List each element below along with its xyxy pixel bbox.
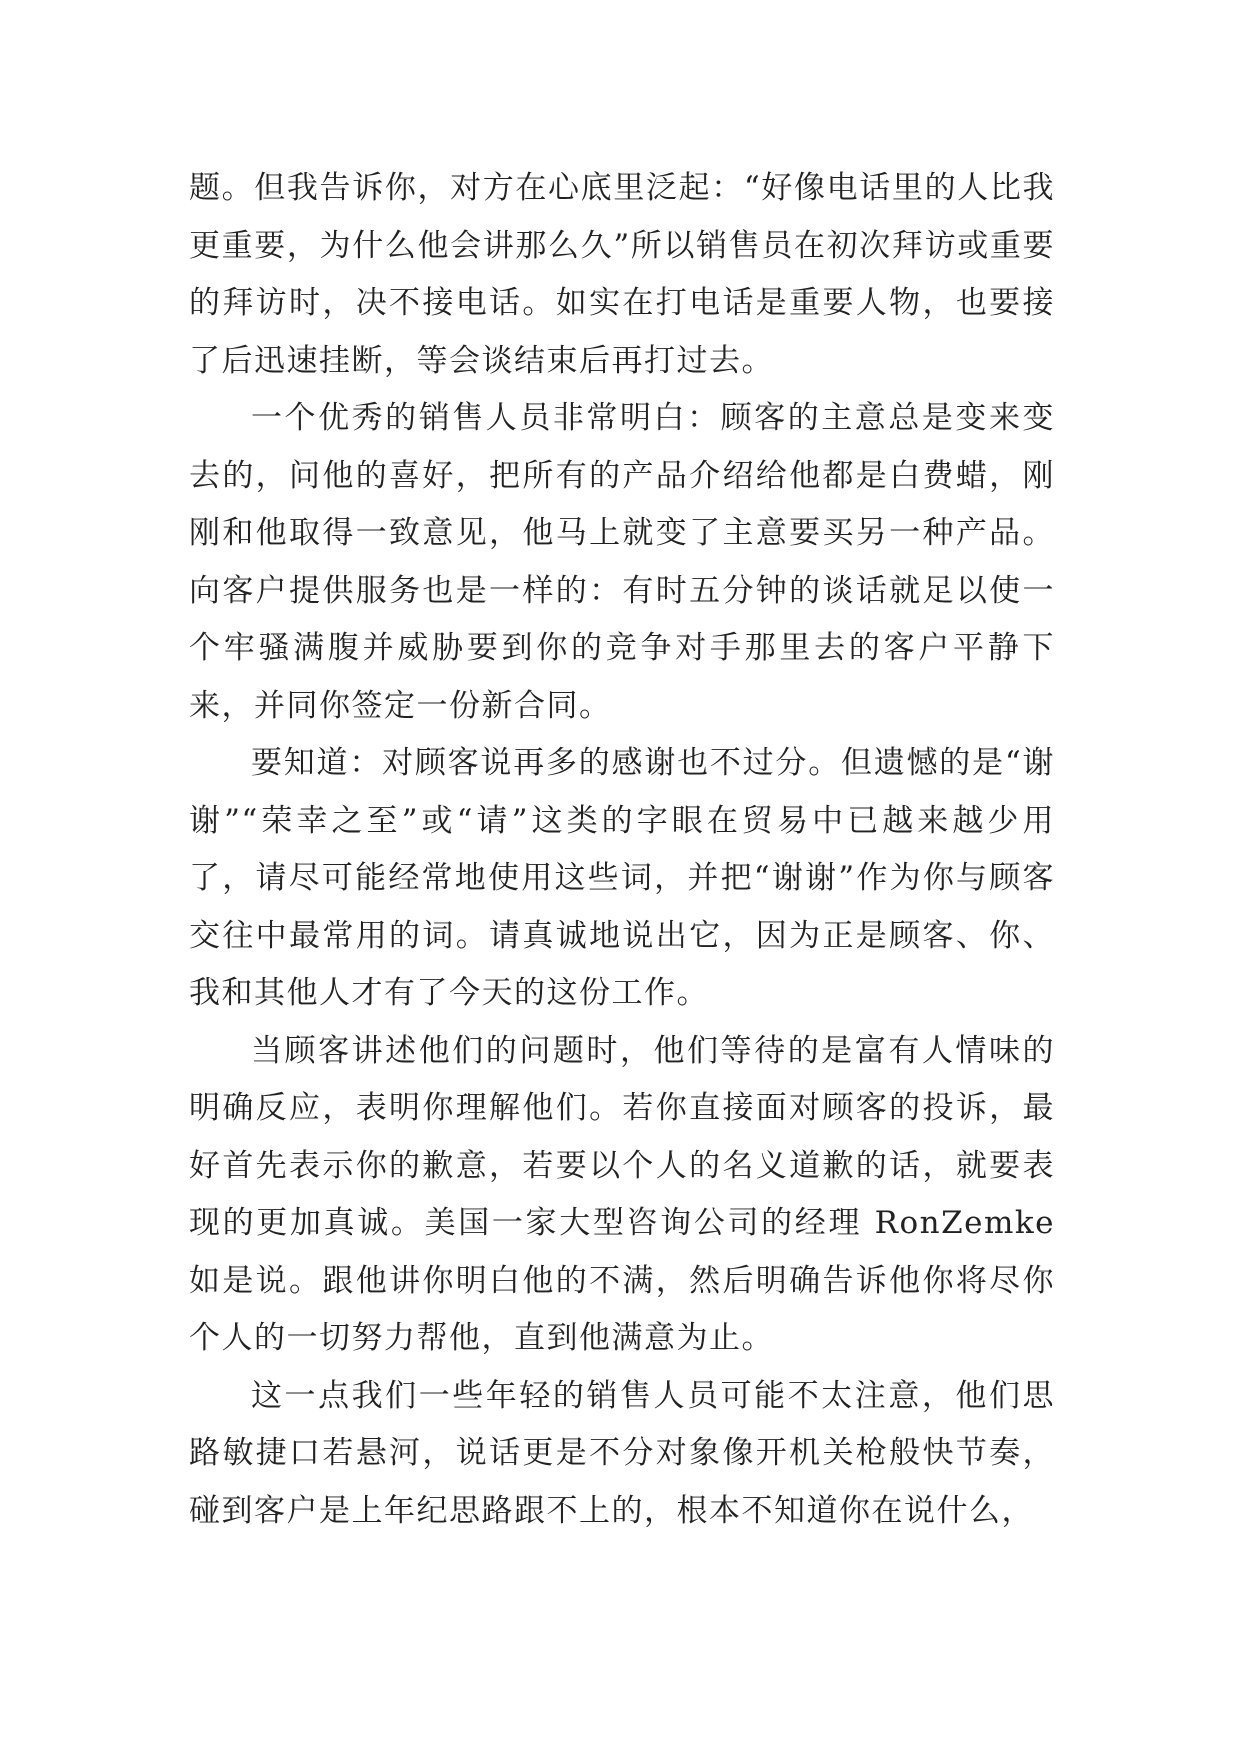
paragraph-3: 要知道：对顾客说再多的感谢也不过分。但遗憾的是“谢谢”“荣幸之至”或“请”这类的字眼在贸易中已越来越少用了，请尽可能经常地使用这些词，并把“谢谢”作为你与顾客交往中最常用的词。请真诚地说出它，因为正是顾客、你、我和其他人才有了今天的这份工作。 (189, 745, 1055, 1011)
paragraph-5: 这一点我们一些年轻的销售人员可能不太注意，他们思路敏捷口若悬河，说话更是不分对象像开机关枪般快节奏，碰到客户是上年纪思路跟不上的，根本不知道你在说什么， (189, 1377, 1055, 1529)
paragraph-1: 题。但我告诉你，对方在心底里泛起：“好像电话里的人比我更重要，为什么他会讲那么久”所以销售员在初次拜访或重要的拜访时，决不接电话。如实在打电话是重要人物，也要接了后迅速挂断，等会谈结束后再打过去。 (189, 170, 1055, 379)
body-text (189, 160, 1055, 1540)
paragraph-2: 一个优秀的销售人员非常明白：顾客的主意总是变来变去的，问他的喜好，把所有的产品介绍给他都是白费蜡，刚刚和他取得一致意见，他马上就变了主意要买另一种产品。向客户提供服务也是一样的：有时五分钟的谈话就足以使一个牢骚满腹并威胁要到你的竞争对手那里去的客户平静下来，并同你签定一份新合同。 (189, 400, 1055, 724)
paragraph-4: 当顾客讲述他们的问题时，他们等待的是富有人情味的明确反应，表明你理解他们。若你直接面对顾客的投诉，最好首先表示你的歉意，若要以个人的名义道歉的话，就要表现的更加真诚。美国一家大型咨询公司的经理 RonZemke 如是说。跟他讲你明白他的不满，然后明确告诉他你将尽你个人的一切努力帮他，直到他满意为止。 (189, 1032, 1055, 1356)
